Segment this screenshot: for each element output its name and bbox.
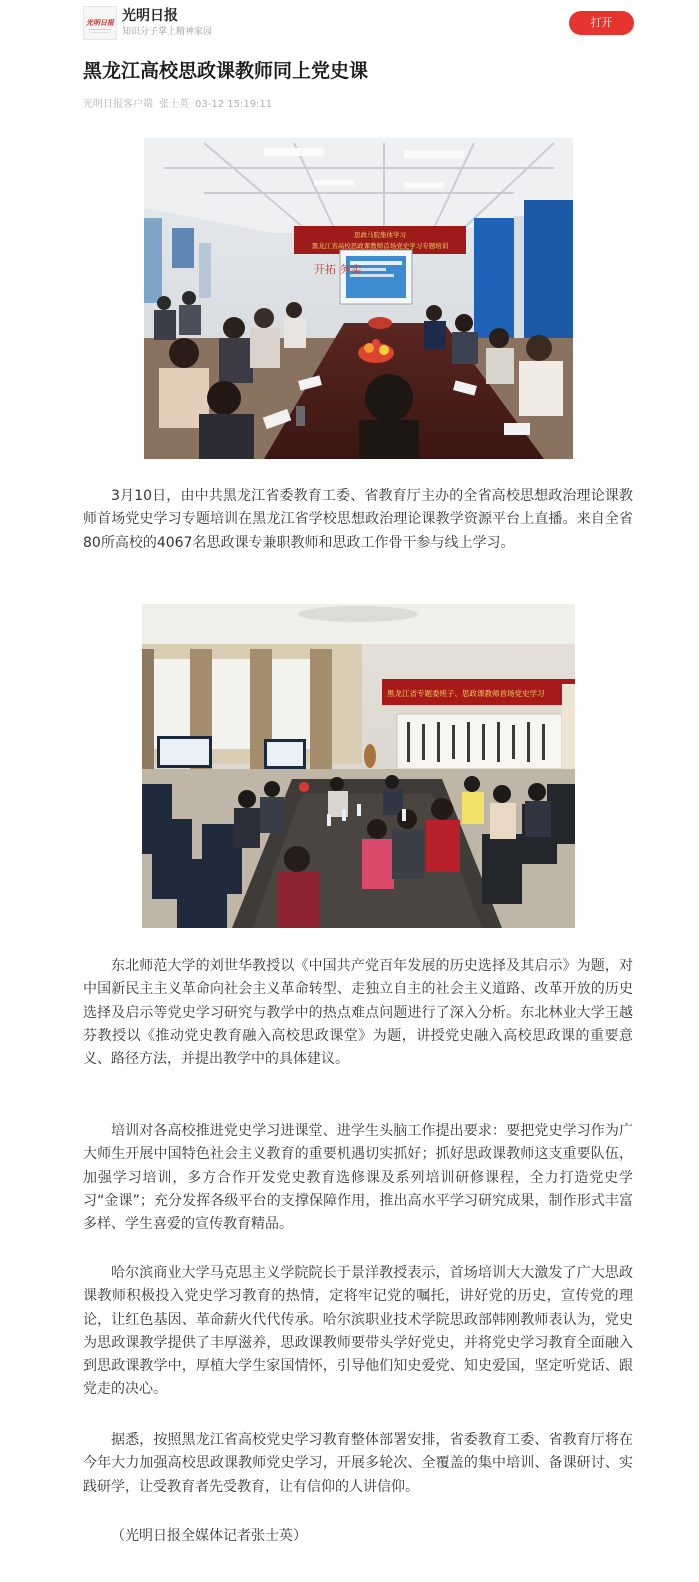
article-paragraph-3: 培训对各高校推进党史学习进课堂、进学生头脑工作提出要求：要把党史学习作为广大师生开展中国特色社会主义教育的重要机遇切实抓好；抓好思政课教师这支重要队伍，加强学习培训，多方合作开发党史教育选修课及系列培训研修课程，全力打造党史学习“金课”；充分发挥各级平台的支撑保障作用，推出高水平学习研究成果，制作形式丰富多样、学生喜爱的宣传教育精品。 <box>83 1123 633 1233</box>
brand-slogan: 知识分子掌上精神家园 <box>122 27 213 37</box>
article-paragraph-4: 哈尔滨商业大学马克思主义学院院长于景洋教授表示，首场培训大大激发了广大思政课教师积极投入党史学习教育的热情，定将牢记党的嘱托，讲好党的历史，宣传党的理论，让红色基因、革命薪火代代传承。哈尔滨职业技术学院思政部韩刚教师表认为，党史为思政课教学提供了丰厚滋养，思政课教师要带头学好党史，并将党史学习教育全面融入到思政课教学中，厚植大学生家国情怀，引导他们知史爱党、知史爱国，坚定听党话、跟党走的决心。 <box>83 1265 633 1398</box>
svg-text:光明日报: 光明日报 <box>86 18 114 27</box>
open-app-button[interactable]: 打开 <box>569 11 634 35</box>
photo1-banner-line2: 黑龙江省高校思政课教师首场党史学习专题培训 <box>311 242 449 250</box>
article-meta <box>83 98 272 112</box>
guangming-daily-logo-icon[interactable] <box>83 6 117 40</box>
article-source[interactable]: 光明日报客户端 <box>83 99 153 110</box>
article-title: 黑龙江高校思政课教师同上党史课 <box>83 60 369 82</box>
article-paragraph-2: 东北师范大学的刘世华教授以《中国共产党百年发展的历史选择及其启示》为题，对中国新民主主义革命向社会主义革命转型、走独立自主的社会主义道路、改革开放的历史选择及启示等党史学习研究与教学中的热点难点问题进行了深入分析。东北林业大学王越芬教授以《推动党史教育融入高校思政课堂》为题，讲授党史融入高校思政课的重要意义、路径方法，并提出教学中的具体建议。 <box>83 958 633 1068</box>
app-download-bar <box>0 0 699 46</box>
article-paragraph-5: 据悉，按照黑龙江省高校党史学习教育整体部署安排，省委教育工委、省教育厅将在今年大力加强高校思政课教师党史学习，开展多轮次、全覆盖的集中培训、备课研讨、实践研学，让受教育者先受教育，让有信仰的人讲信仰。 <box>83 1432 633 1495</box>
photo1-wall-text: 开拓 务实 <box>314 263 362 276</box>
article-paragraph-1: 3月10日，由中共黑龙江省委教育工委、省教育厅主办的全省高校思想政治理论课教师首场党史学习专题培训在黑龙江省学校思想政治理论课教学资源平台上直播。来自全省80所高校的4067名思政课专兼职教师和思政工作骨干参与线上学习。 <box>83 488 633 551</box>
meeting-room-photo-1[interactable] <box>144 138 573 459</box>
article-time: 03-12 15:19:11 <box>195 99 273 110</box>
meeting-room-photo-2[interactable] <box>142 604 575 928</box>
photo1-banner-line1: 思政马院集体学习 <box>354 231 406 239</box>
brand-name: 光明日报 <box>122 8 178 24</box>
reporter-byline: （光明日报全媒体记者张士英） <box>111 1528 307 1544</box>
photo2-banner-text: 黑龙江省专题委班子、思政课教师首场党史学习 <box>387 689 545 698</box>
article-author: 张士英 <box>159 99 189 110</box>
